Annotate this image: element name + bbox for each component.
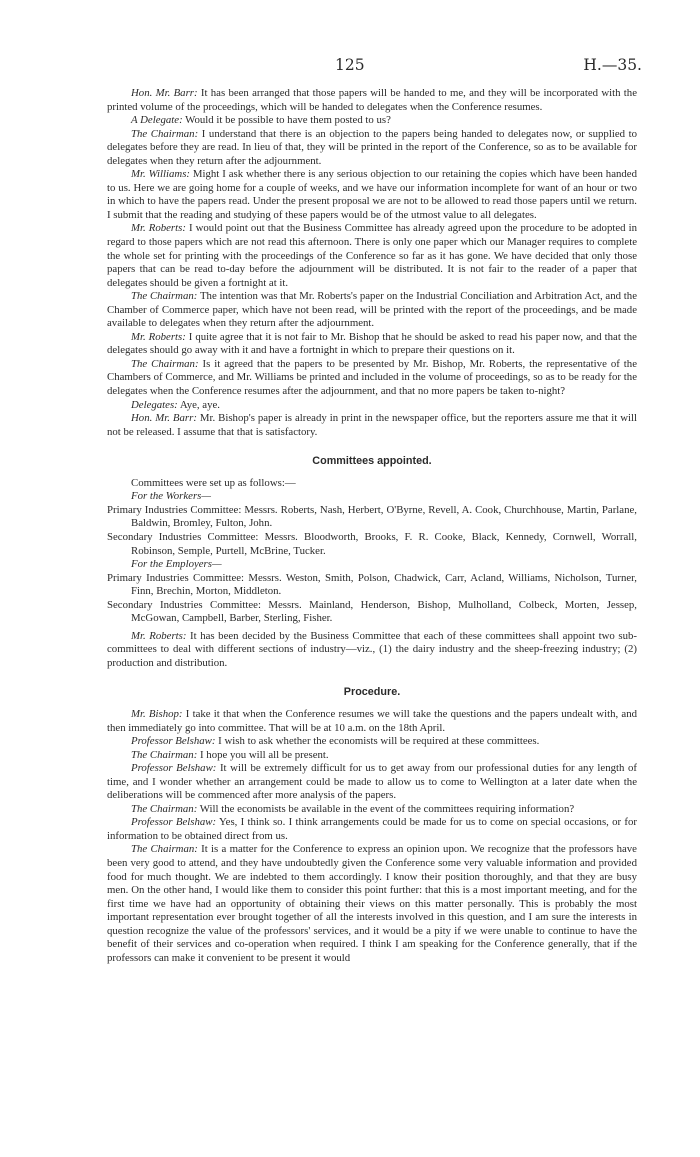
section-heading-procedure: Procedure. <box>343 686 401 699</box>
body-text <box>107 87 637 965</box>
paragraph <box>107 843 637 965</box>
employers-label: For the Employers— <box>131 558 222 571</box>
speech: I understand that there is an objection to the papers being handed to delegates now, or supplied to delegates before they are read. In lieu of that, they will be printed in the report of the Conference, so as to be available for delegates when they return after the adjournment. <box>107 127 637 167</box>
paragraph <box>107 708 637 735</box>
page-number: 125 <box>335 56 365 74</box>
speech: The intention was that Mr. Roberts's paper on the Industrial Conciliation and Arbitration Act, and the Chamber of Commerce paper, which have not been read, will be printed with the report of the proceedings, and be made available to delegates when they return after the adjournment. <box>107 290 637 330</box>
speaker: A Delegate: <box>131 114 183 127</box>
paragraph <box>107 630 637 671</box>
speaker: The Chairman: <box>131 748 198 761</box>
speech: I hope you will all be present. <box>197 748 329 761</box>
employers-primary-committee: Primary Industries Committee: Messrs. Weston, Smith, Polson, Chadwick, Carr, Acland, Williams, Nicholson, Turner, Finn, Brechin, Morton, Middleton. <box>107 571 637 598</box>
speech: I take it that when the Conference resumes we will take the questions and the papers undealt with, and then immediately go into committee. That will be at 10 a.m. on the 18th April. <box>107 707 638 734</box>
speaker: Professor Belshaw: <box>131 762 217 775</box>
speaker: The Chairman: <box>131 843 198 856</box>
speaker: Mr. Roberts: <box>131 629 187 642</box>
speaker: Hon. Mr. Barr: <box>131 87 198 99</box>
paragraph <box>107 816 637 843</box>
workers-label: For the Workers— <box>131 490 211 503</box>
spacer <box>107 670 637 678</box>
paragraph <box>107 222 637 290</box>
workers-secondary-committee: Secondary Industries Committee: Messrs. Bloodworth, Brooks, F. R. Cooke, Black, Kennedy, Cornwell, Worrall, Robinson, Semple, Purtell, McBrine, Tucker. <box>107 530 637 557</box>
paragraph <box>107 749 637 763</box>
paragraph <box>107 735 637 749</box>
speaker: Mr. Roberts: <box>131 330 186 343</box>
workers-primary-committee: Primary Industries Committee: Messrs. Roberts, Nash, Herbert, O'Byrne, Revell, A. Cook, Churchhouse, Martin, Parlane, Baldwin, Bromley, Fulton, John. <box>107 503 637 530</box>
speech: It will be extremely difficult for us to get away from our professional duties for any length of time, and I wonder whether an arrangement could be made to allow us to come to Wellington at a later date when the deliberations will be commenced after more analysis of the papers. <box>107 762 637 802</box>
paragraph <box>107 412 637 439</box>
speaker: The Chairman: <box>131 357 199 370</box>
speech: Aye, aye. <box>177 398 220 411</box>
speaker: Hon. Mr. Barr: <box>131 412 197 425</box>
speech: It has been decided by the Business Committee that each of these committees shall appoint two sub-committees to deal with different sections of industry—viz., (1) the dairy industry and the sheep-freezing industry; (2) production and distribution. <box>107 629 638 669</box>
speech: I wish to ask whether the economists will be required at these committees. <box>215 735 540 748</box>
paragraph <box>107 762 637 803</box>
speaker: Professor Belshaw: <box>131 735 216 748</box>
speaker: Mr. Bishop: <box>131 707 183 720</box>
speech: It has been arranged that those papers will be handed to me, and they will be incorporated with the printed volume of the proceedings, which will be handed to delegates when the Conference resumes. <box>107 87 637 113</box>
paragraph <box>107 168 637 222</box>
speaker: Mr. Williams: <box>131 168 190 181</box>
paragraph <box>107 290 637 331</box>
spacer <box>107 439 637 447</box>
speech: Might I ask whether there is any serious objection to our retaining the copies which have been handed to us. Here we are going home for a couple of weeks, and we have our information incomplete for want of an hour or two in which to have the papers read. Under the present proposal we are not to be allowed to read those papers until we return. I submit that the reading and studying of these papers would be of the utmost value to all delegates. <box>107 168 637 221</box>
speech: Will the economists be available in the event of the committees requiring information? <box>197 802 575 815</box>
speech: It is a matter for the Conference to express an opinion upon. We recognize that the professors have been very good to attend, and they have undoubtedly given the Conference some very valuable information and provided food for much thought. We are indebted to them accordingly. I know their position thoroughly, and that they are busy men. On the other hand, I would like them to consider this point further: that this is a most important meeting, and for the first time we have had an opportunity of obtaining their views on this matter personally. This is probably the most important representation ever brought together of all the interests involved in this question, and I am sure the interests in question recognize the value of the professors' services, and it would be a pity if we were unable to continue to have the benefit of their services and co-operation when required. I think I am speaking for the Conference generally, that if the professors can make it convenient to be present it would <box>107 843 637 964</box>
paragraph <box>107 128 637 169</box>
speech: Is it agreed that the papers to be presented by Mr. Bishop, Mr. Roberts, the representative of the Chambers of Commerce, and Mr. Williams be printed and included in the volume of proceedings, so as to be ready for the delegates when the Conference resumes after the adjournment, and that no more papers be taken to-night? <box>107 357 637 398</box>
section-heading-committees: Committees appointed. <box>312 455 432 468</box>
paragraph <box>107 399 637 413</box>
speech: Yes, I think so. I think arrangements could be made for us to come on special occasions, or for information to be obtained direct from us. <box>107 816 637 842</box>
paragraph <box>107 331 637 358</box>
paragraph <box>107 803 637 817</box>
paragraph <box>107 114 637 128</box>
speech: I would point out that the Business Committee has already agreed upon the procedure to be adopted in regard to those papers which are not read this afternoon. There is only one paper which our Manager requires to complete the whole set for printing with the proceedings of the Conference so far as it has gone. We have decided that only those papers that can be read to-day before the adjournment will be distributed. It is not fair to the reader of a paper that delegates should be given a fortnight at it. <box>107 222 637 289</box>
employers-secondary-committee: Secondary Industries Committee: Messrs. Mainland, Henderson, Bishop, Mulholland, Colbeck, Morten, Jessep, McGowan, Campbell, Barber, Sterling, Fisher. <box>107 598 637 625</box>
speaker: The Chairman: <box>131 802 198 815</box>
speaker: The Chairman: <box>131 127 199 140</box>
committees-intro: Committees were set up as follows:— <box>131 476 296 489</box>
paragraph <box>107 358 637 399</box>
speech: Mr. Bishop's paper is already in print in the newspaper office, but the reporters assure me that it will not be released. I assume that that is satisfactory. <box>107 412 637 438</box>
document-reference: H.—35. <box>583 56 642 74</box>
speech: I quite agree that it is not fair to Mr. Bishop that he should be asked to read his paper now, and that the delegates should go away with it and have a fortnight in which to prepare their questions on it. <box>107 330 637 357</box>
paragraph <box>107 87 637 114</box>
speaker: Professor Belshaw: <box>131 816 217 829</box>
speech: Would it be possible to have them posted to us? <box>182 114 391 127</box>
speaker: The Chairman: <box>131 290 198 303</box>
speaker: Mr. Roberts: <box>131 222 186 235</box>
speaker: Delegates: <box>131 398 178 411</box>
page-header <box>0 56 700 78</box>
